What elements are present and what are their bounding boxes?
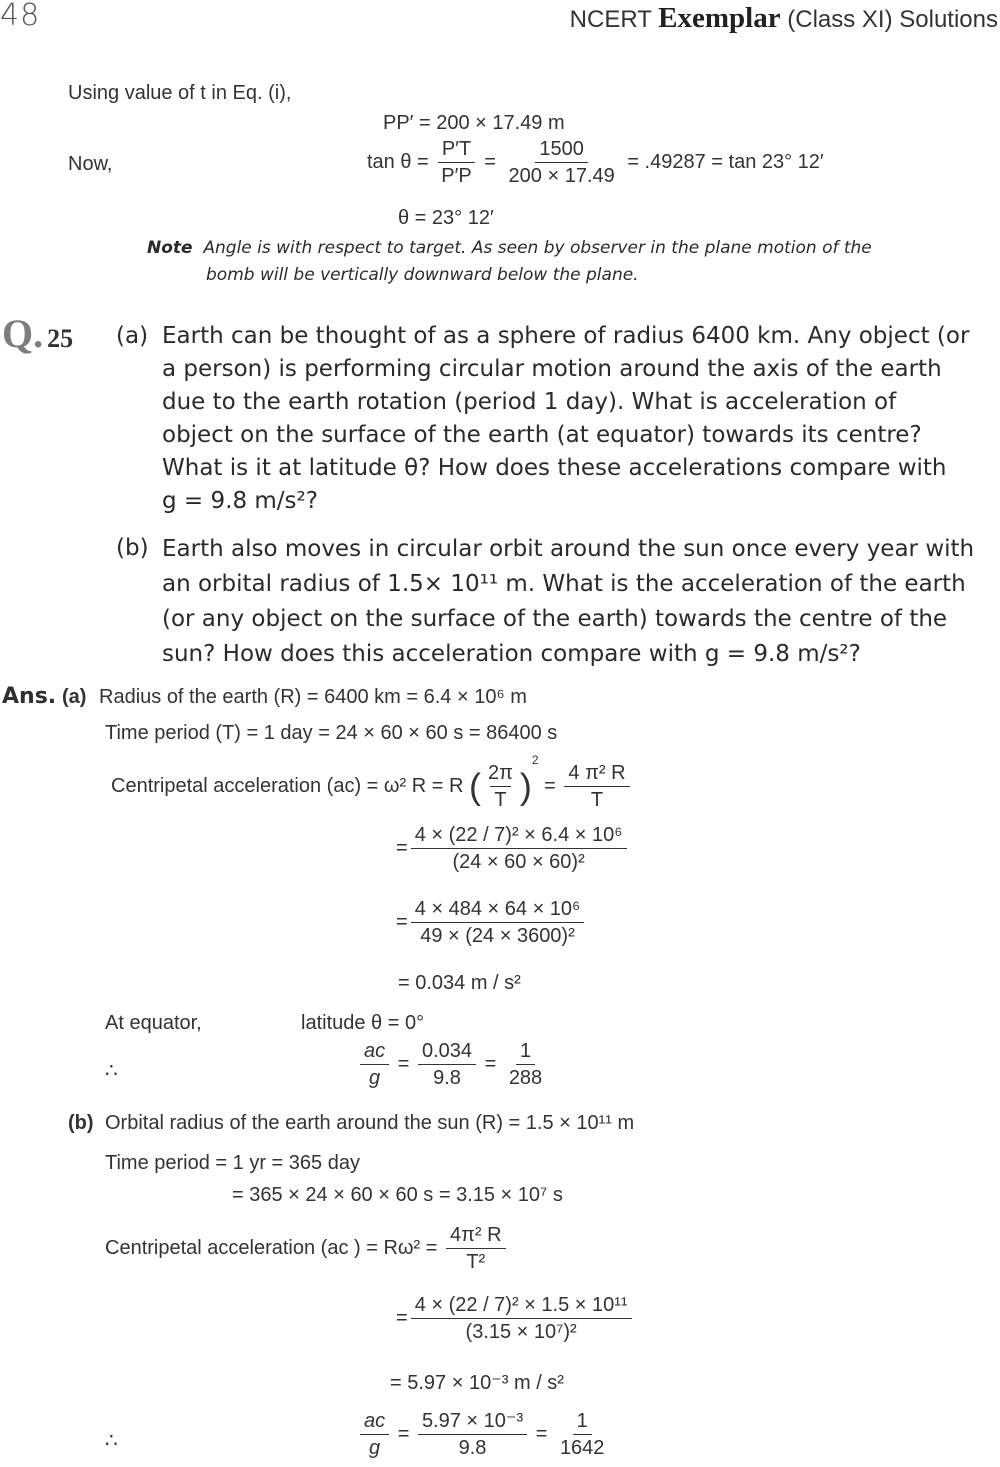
ans-a-ratio: $\frac{ac}{g}$ = $\frac{0.034}{9.8}$ = $\frac{1}{288}$ [357, 1038, 549, 1091]
q-b-line: sun? How does this acceleration compare with g = 9.8 m/s²? [162, 641, 861, 667]
theta-result: θ = 23° 12′ [398, 207, 494, 229]
prev-intro: Using value of t in Eq. (i), [68, 82, 292, 104]
cent-lhs: Centripetal acceleration (ac) = ω² R = R [111, 775, 464, 797]
page-number: 48 [0, 0, 41, 33]
frac-den: (24 × 60 × 60)² [452, 851, 585, 873]
ans-b-step1: = $\frac{\text{4 × (22 / 7)² × 1.5 × 10¹¹}}{\text{(3.15 × 10⁷)²}}$ [396, 1292, 635, 1345]
frac-num: ac [360, 1038, 389, 1065]
frac-den: g [369, 1067, 381, 1089]
frac-num: 2π [487, 762, 513, 785]
cent-fraction [564, 760, 629, 813]
frac-num: 1 [516, 1038, 535, 1065]
frac-num: 0.034 [418, 1038, 476, 1065]
note-label: Note [147, 238, 193, 258]
therefore-symbol: ∴ [105, 1060, 118, 1082]
ans-a-step1: = $\frac{\text{4 × (22 / 7)² × 6.4 × 10⁶}}{\text{(24 × 60 × 60)²}}$ [396, 822, 630, 875]
ans-a-step2: = $\frac{\text{4 × 484 × 64 × 10⁶}}{\text{49 × (24 × 3600)²}}$ [396, 896, 587, 949]
frac-den: P′P [441, 165, 472, 187]
q-part-b-label: (b) [116, 535, 149, 561]
q-num: 25 [47, 324, 74, 353]
frac-num: 4π² R [446, 1222, 506, 1249]
ans-b-centripetal [105, 1222, 509, 1275]
ans-part-a-label: (a) [62, 686, 87, 708]
fraction-1500 [505, 136, 619, 189]
paren-fraction [484, 760, 517, 813]
ratio-mid [418, 1408, 527, 1461]
frac-den: 1642 [559, 1437, 605, 1459]
frac-den: g [369, 1437, 381, 1459]
q-b-line: Earth also moves in circular orbit around the sun once every year with [162, 536, 975, 562]
q-letter: Q. [2, 311, 44, 356]
ans-b-period2: = 365 × 24 × 60 × 60 s = 3.15 × 10⁷ s [232, 1184, 563, 1206]
pp-equation: PP′ = 200 × 17.49 m [383, 112, 565, 134]
question-number [2, 310, 73, 357]
q-part-b-text [162, 532, 998, 672]
ratio-lhs [360, 1038, 389, 1091]
frac-num: 4 π² R [564, 760, 629, 787]
tan-rhs: = .49287 = tan 23° 12′ [627, 150, 824, 173]
frac-den: 49 × (24 × 3600)² [420, 925, 575, 947]
frac-den: 200 × 17.49 [508, 165, 615, 187]
frac-num: P′T [438, 136, 475, 163]
ans-b-ratio: $\frac{ac}{g}$ = $\frac{\text{5.97 × 10⁻³}}{9.8}$ = $\frac{1}{1642}$ [357, 1408, 611, 1461]
frac-den: T [590, 789, 604, 812]
q-a-line: Earth can be thought of as a sphere of radius 6400 km. Any object (or [162, 323, 970, 349]
frac-den: T [490, 786, 510, 813]
q-part-a-label: (a) [116, 323, 149, 349]
ratio-lhs [360, 1408, 389, 1461]
step1-fraction [411, 822, 627, 875]
step1-fraction [411, 1292, 632, 1345]
ans-b-result: = 5.97 × 10⁻³ m / s² [390, 1372, 564, 1394]
q-a-line: What is it at latitude θ? How does these accelerations compare with [162, 455, 947, 481]
ratio-rhs [556, 1408, 609, 1461]
frac-den: T² [466, 1251, 486, 1273]
frac-num: 1500 [535, 136, 588, 163]
title-prefix: NCERT [569, 6, 652, 33]
q-a-line: due to the earth rotation (period 1 day). What is acceleration of [162, 389, 897, 415]
frac-num: 4 × 484 × 64 × 10⁶ [411, 896, 585, 923]
ans-part-b-label: (b) [68, 1112, 94, 1134]
q-a-line: a person) is performing circular motion around the axis of the earth [162, 356, 942, 382]
frac-num: 1 [573, 1408, 592, 1435]
q-a-line: g = 9.8 m/s²? [162, 488, 318, 514]
note-line1 [147, 238, 872, 258]
tan-equation: tan θ = $\frac{P'T}{P'P}$ = $\frac{1500}{200 \times 17.49}$ = .49287 = tan 23° 12′ [367, 138, 824, 187]
q-part-a-text [162, 320, 998, 518]
title-suffix: (Class XI) Solutions [787, 6, 998, 33]
frac-num: 5.97 × 10⁻³ [418, 1408, 527, 1435]
frac-den: 9.8 [433, 1067, 461, 1089]
therefore-symbol: ∴ [105, 1430, 118, 1452]
ratio-mid [418, 1038, 476, 1091]
step2-fraction [411, 896, 585, 949]
ratio-rhs [505, 1038, 546, 1091]
ans-b-period1: Time period = 1 yr = 365 day [105, 1152, 360, 1174]
ans-a-equator: At equator, [105, 1012, 202, 1034]
ans-a-result: = 0.034 m / s² [398, 972, 521, 994]
frac-den: 9.8 [458, 1437, 487, 1459]
frac-num: ac [360, 1408, 389, 1435]
note-text: Angle is with respect to target. As seen by observer in the plane motion of the [203, 238, 872, 258]
fraction-ptpp [437, 136, 475, 189]
tan-lhs: tan θ = [367, 150, 429, 173]
ans-a-centripetal: Centripetal acceleration (ac) = ω² R = R ( $\frac{2\pi}{T}$ )$^2$ = $\frac{\text{4 π² R}}{T}$ [111, 753, 633, 813]
q-b-line: an orbital radius of 1.5× 10¹¹ m. What is the acceleration of the earth [162, 571, 966, 597]
note-line2: bomb will be vertically downward below the plane. [206, 265, 639, 285]
frac-num: 4 × (22 / 7)² × 1.5 × 10¹¹ [411, 1292, 632, 1319]
ans-a-latitude: latitude θ = 0° [301, 1012, 425, 1034]
frac-num: 4 × (22 / 7)² × 6.4 × 10⁶ [411, 822, 627, 849]
ans-a-period: Time period (T) = 1 day = 24 × 60 × 60 s = 86400 s [105, 722, 558, 744]
frac-den: 288 [508, 1067, 543, 1089]
frac-den: (3.15 × 10⁷)² [465, 1321, 577, 1343]
cent-lhs: Centripetal acceleration (ac ) = Rω² = [105, 1236, 438, 1259]
now-label: Now, [68, 153, 113, 175]
q-a-line: object on the surface of the earth (at equator) towards its centre? [162, 422, 922, 448]
book-title [570, 2, 998, 35]
q-b-line: (or any object on the surface of the earth) towards the centre of the [162, 606, 948, 632]
ans-a-radius: Radius of the earth (R) = 6400 km = 6.4 × 10⁶ m [99, 686, 527, 708]
cent-fraction [446, 1222, 506, 1275]
title-bold: Exemplar [658, 2, 781, 34]
ans-b-radius: Orbital radius of the earth around the sun (R) = 1.5 × 10¹¹ m [105, 1112, 635, 1134]
answer-label: Ans. [2, 684, 57, 709]
